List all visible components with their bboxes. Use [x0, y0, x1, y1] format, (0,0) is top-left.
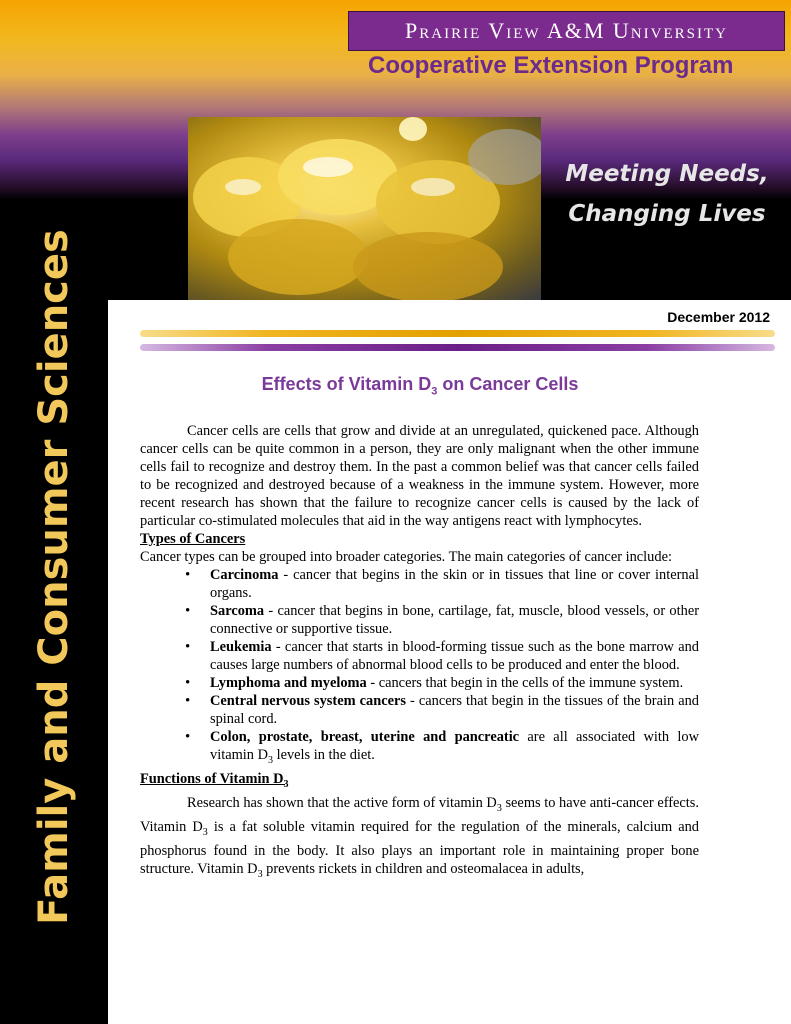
types-heading: Types of Cancers [140, 531, 246, 547]
cancer-categories-list [140, 566, 699, 770]
category-desc: - cancer that starts in blood-forming tissue such as the bone marrow and causes large numbers of abnormal blood cells to be produced and enter the blood. [210, 639, 699, 673]
purple-divider [140, 344, 775, 351]
subscript: 3 [267, 754, 273, 766]
category-desc: - cancers that begin in the tissues of the brain and spinal cord. [210, 693, 699, 727]
functions-text: prevents rickets in children and osteomalacea in adults, [262, 860, 585, 877]
tagline [552, 154, 782, 234]
functions-heading-text: Functions of Vitamin D [140, 770, 284, 787]
subscript: 3 [202, 826, 208, 838]
subscript: 3 [496, 802, 502, 814]
functions-heading [140, 770, 699, 794]
program-name: Cooperative Extension Program [368, 52, 734, 79]
category-desc-end: levels in the diet. [272, 747, 375, 763]
category-term: Central nervous system cancers [210, 693, 406, 709]
list-item [210, 566, 699, 602]
category-term: Lymphoma and myeloma [210, 675, 367, 691]
types-intro: Cancer types can be grouped into broader categories. The main categories of cancer include: [140, 549, 672, 565]
category-desc: - cancer that begins in the skin or in tissues that line or cover internal organs. [210, 567, 699, 601]
list-item [210, 602, 699, 638]
title-text-end: on Cancer Cells [437, 374, 579, 394]
tagline-line-1: Meeting Needs, [565, 161, 769, 187]
subscript: 3 [257, 868, 263, 880]
category-desc: are all associated with low vitamin D [210, 729, 699, 763]
category-term: Leukemia [210, 639, 272, 655]
issue-date: December 2012 [667, 309, 770, 325]
title-subscript: 3 [431, 385, 438, 398]
gold-divider [140, 330, 775, 337]
article-body [140, 422, 699, 883]
list-item [210, 638, 699, 674]
list-item [210, 674, 699, 692]
functions-text: seems to have anti-cancer effects. Vitamin D [140, 794, 699, 835]
functions-text: is a fat soluble vitamin required for the regulation of the minerals, calcium and phosphorus found in the body. It also plays an important role in maintaining proper bone structure. Vitamin D [140, 818, 699, 877]
functions-text: Research has shown that the active form of vitamin D [187, 794, 497, 811]
department-vertical-title: Family and Consumer Sciences [31, 229, 77, 925]
subscript: 3 [283, 778, 289, 790]
university-banner [348, 11, 785, 51]
category-term: Carcinoma [210, 567, 279, 583]
category-desc: - cancer that begins in bone, cartilage, fat, muscle, blood vessels, or other connective or supportive tissue. [210, 603, 699, 637]
category-term: Sarcoma [210, 603, 265, 619]
title-text: Effects of Vitamin D [261, 374, 432, 394]
category-term: Colon, prostate, breast, uterine and pancreatic [210, 729, 520, 745]
category-desc: - cancers that begin in the cells of the immune system. [366, 675, 684, 691]
university-name: Prairie View A&M University [405, 18, 728, 43]
list-item [210, 728, 699, 770]
tagline-line-2: Changing Lives [568, 201, 766, 227]
article-title [140, 374, 700, 398]
list-item [210, 692, 699, 728]
intro-paragraph: Cancer cells are cells that grow and divide at an unregulated, quickened pace. Although cancer cells can be quite common in a person, they are only malignant when the other immune cells fail to recognize and destroy them. In the past a common belief was that cancer cells failed to be recognized and destroyed because of a weakness in the immune system. However, more recent research has shown that the failure to recognize cancer cells is caused by the lack of particular co-stimulated molecules that aid in the way antigens react with lymphocytes. [140, 423, 699, 529]
functions-paragraph [140, 794, 699, 884]
vitamin-capsules-photo [188, 117, 541, 300]
